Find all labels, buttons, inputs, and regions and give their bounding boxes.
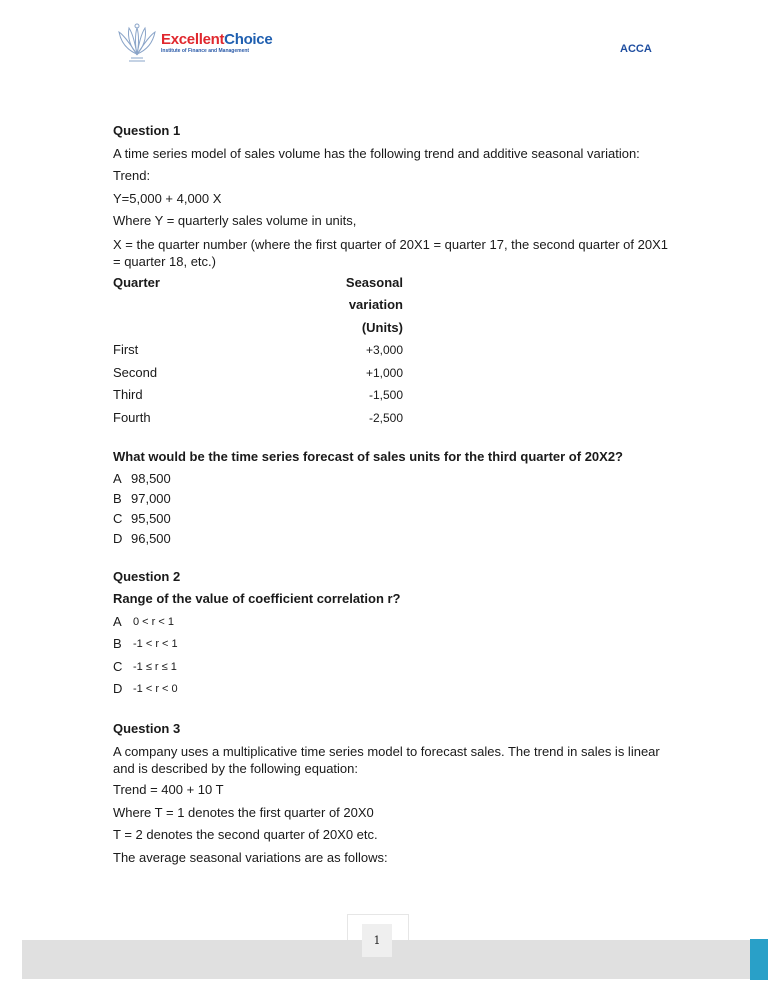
answer-option — [113, 509, 673, 529]
seasonal-intro: The average seasonal variations are as follows: — [113, 849, 388, 865]
where-x: X = the quarter number (where the first quarter of 20X1 = quarter 17, the second quarter of 20X1 = quarter 18, etc.) — [113, 236, 668, 269]
question-2-title: Question 2 — [113, 568, 181, 584]
quarter-cell: Second — [113, 364, 158, 380]
quarter-cell: Third — [113, 387, 143, 402]
question-1-intro: A time series model of sales volume has the following trend and additive seasonal variation: — [113, 145, 640, 161]
logo-subtitle: Institute of Finance and Management — [161, 48, 250, 54]
variation-cell: +1,000 — [365, 365, 403, 380]
quarter-cell: First — [113, 342, 139, 357]
col-header-quarter: Quarter — [113, 274, 160, 290]
logo-name-part2: Choice — [224, 31, 273, 48]
option-text: 96,500 — [131, 530, 171, 546]
table-header-row — [113, 272, 403, 340]
footer-bar — [22, 940, 762, 979]
where-t1: Where T = 1 denotes the first quarter of 20X0 — [113, 804, 374, 820]
seasonal-variation-table — [113, 272, 403, 430]
option-text: -1 < r < 0 — [133, 683, 178, 695]
col-header-line3: (Units) — [361, 319, 403, 335]
variation-cell: -2,500 — [368, 410, 403, 425]
option-text: 97,000 — [131, 490, 171, 506]
where-y: Where Y = quarterly sales volume in units, — [113, 213, 357, 228]
logo-name — [161, 32, 272, 47]
variation-cell: -1,500 — [368, 388, 403, 402]
table-row — [113, 407, 403, 430]
header-right-label: ACCA — [620, 43, 652, 55]
trophy-lotus-icon — [115, 20, 159, 66]
quarter-cell: Fourth — [113, 409, 151, 425]
option-text: 95,500 — [131, 510, 171, 526]
answer-option — [113, 656, 673, 679]
question-3-title: Question 3 — [113, 720, 181, 736]
trend-label: Trend: — [113, 168, 151, 183]
question-1 — [113, 120, 673, 549]
option-text: -1 < r < 1 — [133, 638, 178, 650]
question-3 — [113, 718, 673, 870]
option-letter: A — [113, 470, 122, 486]
col-header-seasonal — [293, 272, 403, 340]
option-letter: D — [113, 530, 123, 546]
trend-equation: Y=5,000 + 4,000 X — [113, 190, 222, 206]
question-2 — [113, 566, 673, 701]
answer-option — [113, 611, 673, 634]
option-letter: A — [113, 613, 122, 629]
option-text: 98,500 — [131, 470, 171, 486]
variation-cell: +3,000 — [365, 343, 403, 357]
option-letter: D — [113, 681, 123, 696]
option-letter: C — [113, 658, 123, 674]
where-t2: T = 2 denotes the second quarter of 20X0 etc. — [113, 827, 378, 842]
trend-equation-q3: Trend = 400 + 10 T — [113, 782, 224, 797]
answer-option — [113, 489, 673, 509]
page-number: 1 — [362, 924, 392, 957]
col-header-line1: Seasonal — [345, 274, 403, 290]
answer-option — [113, 678, 673, 701]
option-letter: B — [113, 490, 122, 506]
option-letter: B — [113, 636, 122, 651]
answer-option — [113, 633, 673, 656]
table-row — [113, 339, 403, 362]
answer-option — [113, 469, 673, 489]
question-3-intro: A company uses a multiplicative time series model to forecast sales. The trend in sales is linear and is described by the following equation: — [113, 744, 660, 776]
question-2-prompt: Range of the value of coefficient correlation r? — [113, 591, 401, 606]
footer-accent-bar — [750, 939, 768, 980]
col-header-line2: variation — [348, 297, 403, 312]
page-header — [0, 0, 768, 90]
company-logo — [115, 20, 275, 66]
table-row — [113, 362, 403, 385]
table-row — [113, 384, 403, 407]
question-1-prompt: What would be the time series forecast of sales units for the third quarter of 20X2? — [113, 449, 623, 464]
document-body — [113, 120, 673, 869]
option-text: -1 ≤ r ≤ 1 — [133, 660, 177, 673]
question-1-title: Question 1 — [113, 123, 181, 138]
answer-option — [113, 529, 673, 549]
logo-name-part1: Excellent — [161, 31, 225, 48]
option-text: 0 < r < 1 — [133, 615, 174, 628]
option-letter: C — [113, 510, 123, 526]
